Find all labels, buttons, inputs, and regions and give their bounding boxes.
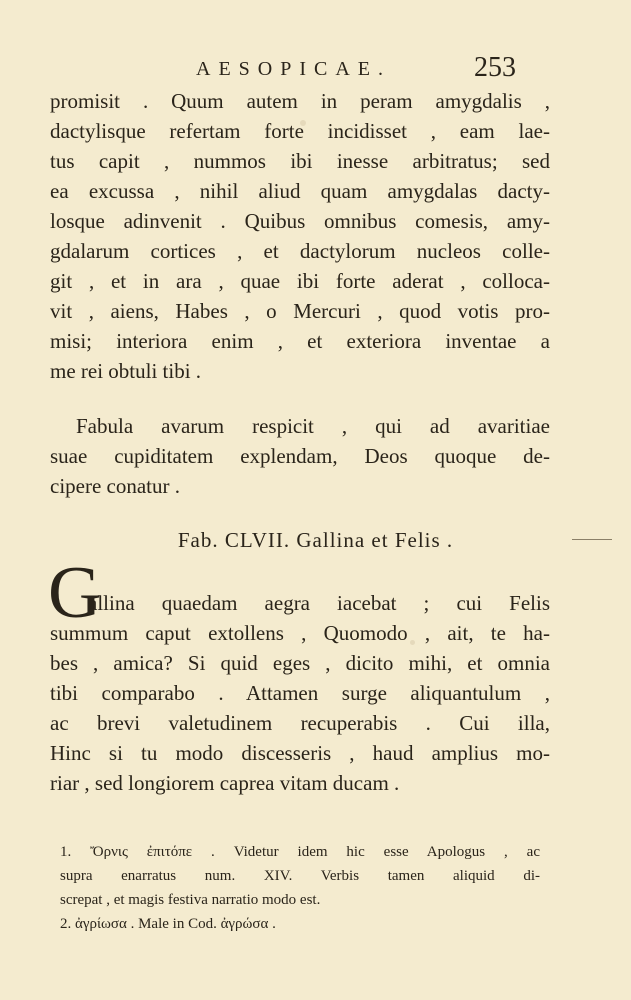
running-title: AESOPICAE.: [196, 58, 392, 80]
text-line: Fabula avarum respicit , qui ad avaritiae: [76, 414, 550, 438]
footnote-line: 2. ἀγρίωσα . Male in Cod. ἀγρώσα .: [60, 916, 276, 932]
paragraph-mercury-ending: [50, 86, 550, 386]
text-line: ea excussa , nihil aliud quam amygdalas dacty-: [50, 179, 550, 203]
text-line: ac brevi valetudinem recuperabis . Cui illa,: [50, 711, 550, 735]
page-number: 253: [474, 52, 516, 83]
text-line: allina quaedam aegra iacebat ; cui Felis: [88, 591, 550, 615]
paragraph-hen-and-cat: [50, 588, 550, 798]
drop-capital: G: [48, 552, 102, 634]
text-line: misi; interiora enim , et exteriora inventae a: [50, 329, 550, 353]
text-line: suae cupiditatem explendam, Deos quoque de-: [50, 444, 550, 468]
footnotes: [60, 840, 540, 936]
text-line: vit , aiens, Habes , o Mercuri , quod votis pro-: [50, 299, 550, 323]
fable-title: Fab. CLVII. Gallina et Felis .: [177, 528, 454, 552]
text-line: cipere conatur .: [50, 474, 181, 498]
text-line: git , et in ara , quae ibi forte aderat , colloca-: [50, 269, 550, 293]
text-line: tibi comparabo . Attamen surge aliquantulum ,: [50, 681, 550, 705]
text-line: gdalarum cortices , et dactylorum nucleos colle-: [50, 239, 550, 263]
paragraph-moral: [50, 411, 550, 501]
text-line: Hinc si tu modo discesseris , haud amplius mo-: [50, 741, 550, 765]
footnote-line: supra enarratus num. XIV. Verbis tamen aliquid di-: [60, 868, 540, 884]
page-header: [0, 52, 631, 84]
text-line: riar , sed longiorem caprea vitam ducam .: [50, 771, 400, 795]
text-line: promisit . Quum autem in peram amygdalis ,: [50, 89, 550, 113]
text-line: dactylisque refertam forte incidisset , eam lae-: [50, 119, 550, 143]
text-line: bes , amica? Si quid eges , dicito mihi, et omnia: [50, 651, 550, 675]
text-line: me rei obtuli tibi .: [50, 359, 202, 383]
text-line: tus capit , nummos ibi inesse arbitratus; sed: [50, 149, 550, 173]
text-line: losque adinvenit . Quibus omnibus comesis, amy-: [50, 209, 550, 233]
margin-rule: [572, 539, 612, 540]
text-line: summum caput extollens , Quomodo , ait, te ha-: [50, 621, 550, 645]
footnote-line: 1. Ὄρνις ἐπιτόπε . Videtur idem hic esse Apologus , ac: [60, 844, 540, 860]
footnote-line: screpat , et magis festiva narratio modo est.: [60, 892, 321, 908]
